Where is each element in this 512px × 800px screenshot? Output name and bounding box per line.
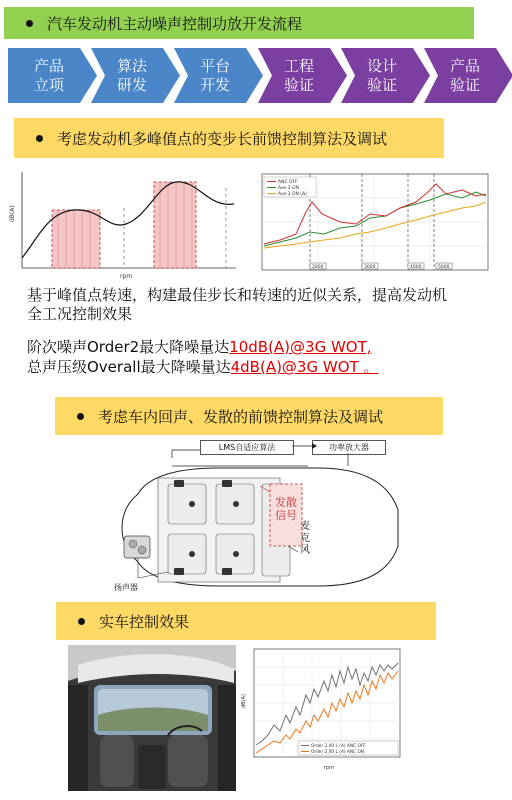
section2-bar — [55, 397, 443, 435]
engine-icon — [124, 536, 150, 558]
process-step-2 — [91, 48, 180, 103]
section3-title: 实车控制效果 — [99, 612, 190, 631]
bullet-icon — [77, 413, 84, 420]
section1-bar — [14, 118, 444, 158]
s3-xlabel: rpm — [324, 765, 335, 771]
y-axis-label: dB(A) — [9, 205, 16, 222]
process-step-5 — [341, 48, 430, 103]
section1-title: 考虑发动机多峰值点的变步长前馈控制算法及调试 — [57, 129, 388, 148]
section3-bar — [56, 602, 436, 640]
header-bar — [4, 7, 474, 39]
marker-4: 5000 — [438, 265, 450, 270]
process-step-label: 产品 验证 — [449, 56, 480, 94]
section1-desc-line1: 基于峰值点转速，构建最佳步长和转速的近似关系，提高发动机 — [27, 286, 448, 304]
legend-item-2: Ave 3 ON — [278, 186, 299, 191]
section2-title: 考虑车内回声、发散的前馈控制算法及调试 — [98, 407, 384, 426]
process-step-label: 设计 验证 — [366, 56, 397, 94]
car-interior-photo — [68, 645, 236, 791]
signal-label: 发散信号 — [275, 496, 297, 522]
process-step-label: 产品 立项 — [33, 56, 64, 94]
s3-legend-on: Order 2.00 L (A) ANC ON — [311, 750, 365, 755]
result2-value: 4dB(A)@3G WOT 。 — [230, 358, 379, 376]
result2-prefix: 总声压级Overall最大降噪量达 — [27, 358, 231, 376]
car-diagram — [108, 440, 408, 602]
step-size-figure — [8, 168, 240, 280]
speaker-label: 扬声器 — [114, 583, 138, 592]
anc-result-chart — [240, 645, 404, 773]
section1-result2 — [27, 358, 378, 377]
amplifier-box: 功率放大器 — [312, 440, 386, 455]
mic-label: 麦克风 — [300, 521, 310, 556]
section1-result1 — [27, 338, 372, 357]
result1-value: 10dB(A)@3G WOT, — [229, 338, 372, 356]
lms-algorithm-box: LMS自适应算法 — [200, 440, 294, 455]
s3-ylabel: dB(A) — [241, 694, 247, 708]
process-step-1 — [8, 48, 97, 103]
peak-region-1 — [52, 210, 100, 268]
noise-comparison-figure — [250, 172, 492, 280]
s3-legend-off: Order 2.00 L (A) ANC OFF — [311, 744, 366, 749]
bullet-icon — [78, 618, 85, 625]
x-axis-label: rpm — [120, 273, 133, 280]
marker-2: 3000 — [364, 265, 376, 270]
process-step-label: 工程 验证 — [283, 56, 314, 94]
process-step-label: 算法 研发 — [116, 56, 147, 94]
marker-3: 4000 — [410, 265, 422, 270]
process-step-3 — [174, 48, 263, 103]
marker-1: 2000 — [312, 265, 324, 270]
process-step-label: 平台 开发 — [199, 56, 230, 94]
bullet-icon — [26, 20, 33, 27]
peak-region-2 — [154, 182, 196, 268]
process-step-6 — [424, 48, 512, 103]
process-step-4 — [258, 48, 347, 103]
bullet-icon — [36, 135, 43, 142]
header-title: 汽车发动机主动噪声控制功放开发流程 — [47, 14, 303, 33]
legend-item-3: Ave 3 ON (Δ) — [278, 192, 307, 197]
result1-prefix: 阶次噪声Order2最大降噪量达 — [27, 338, 230, 356]
legend-item-1: ANC OFF — [278, 180, 298, 185]
section1-desc-line2: 全工况控制效果 — [27, 305, 133, 323]
